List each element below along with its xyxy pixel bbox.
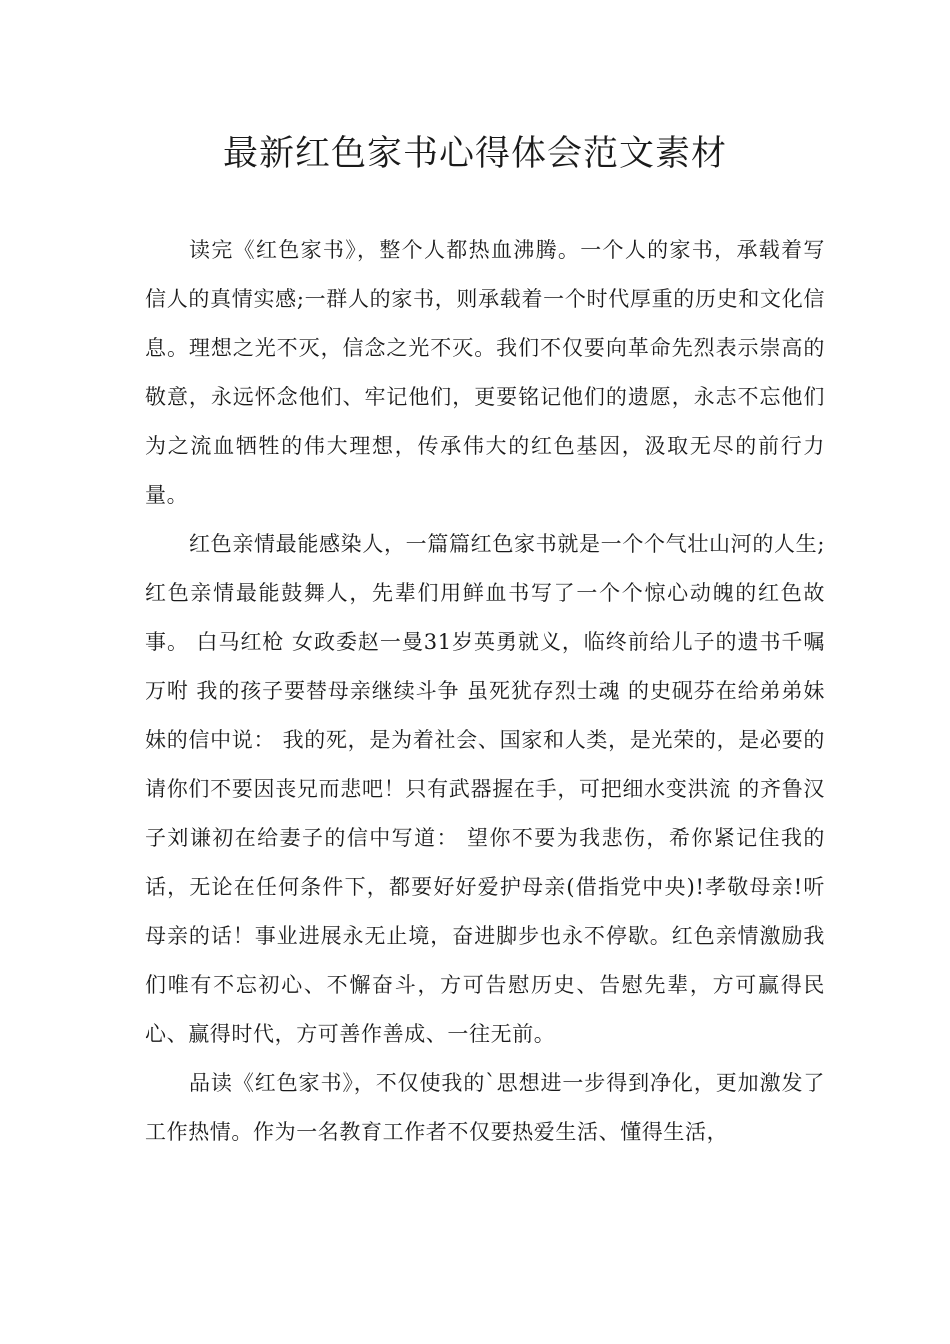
paragraph-1: 读完《红色家书》，整个人都热血沸腾。一个人的家书，承载着写信人的真情实感;一群人的家书，则承载着一个时代厚重的历史和文化信息。理想之光不灭，信念之光不灭。我们不仅要向革命先烈表示崇高的敬意，永远怀念他们、牢记他们，更要铭记他们的遗愿，永志不忘他们为之流血牺牲的伟大理想，传承伟大的红色基因，汲取无尽的前行力量。 xyxy=(145,238,825,507)
document-body xyxy=(145,226,825,1157)
paragraph-2: 红色亲情最能感染人，一篇篇红色家书就是一个个气壮山河的人生;红色亲情最能鼓舞人，先辈们用鲜血书写了一个个惊心动魄的红色故事。 白马红枪 女政委赵一曼31岁英勇就义，临终前给儿子的遗书千嘱万咐 我的孩子要替母亲继续斗争 虽死犹存烈士魂 的史砚芬在给弟弟妹妹的信中说： 我的死，是为着社会、国家和人类，是光荣的，是必要的 请你们不要因丧兄而悲吧！只有武器握在手，可把细水变洪流 的齐鲁汉子刘谦初在给妻子的信中写道： 望你不要为我悲伤，希你紧记住我的话，无论在任何条件下，都要好好爱护母亲(借指党中央)!孝敬母亲!听母亲的话！事业进展永无止境，奋进脚步也永不停歇。红色亲情激励我们唯有不忘初心、不懈奋斗，方可告慰历史、告慰先辈，方可赢得民心、赢得时代，方可善作善成、一往无前。 xyxy=(145,532,825,1046)
paragraph-3: 品读《红色家书》，不仅使我的`思想进一步得到净化，更加激发了工作热情。作为一名教育工作者不仅要热爱生活、懂得生活， xyxy=(145,1071,825,1144)
document-title: 最新红色家书心得体会范文素材 xyxy=(222,134,727,174)
